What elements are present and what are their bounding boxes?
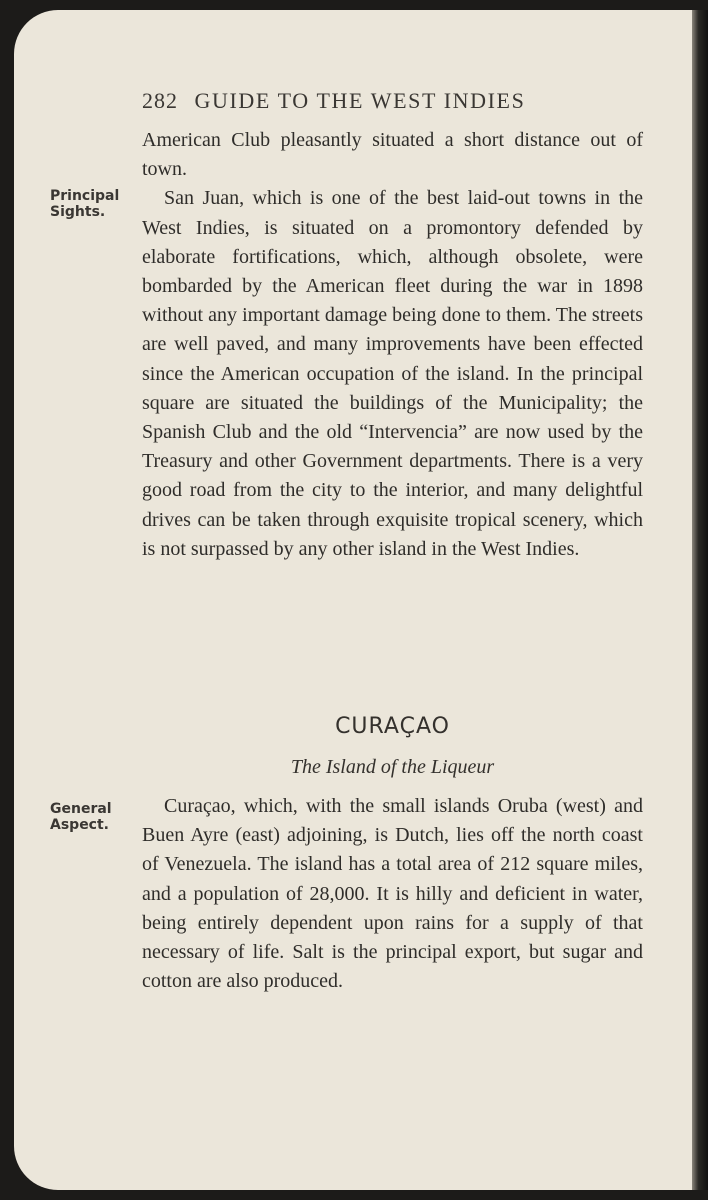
book-spine [692,10,708,1190]
body-text-lower [142,792,643,996]
margin-note-line: General [50,801,112,817]
page-header [142,88,525,114]
margin-note-principal-sights [50,188,119,220]
page-number: 282 [142,88,178,113]
san-juan-paragraph: San Juan, which is one of the best laid-out towns in the West Indies, is situated on a promontory defended by elaborate fortifications, which, although obsolete, were bombarded by the American fleet during the war in 1898 without any important damage being done to them. The streets are well paved, and many improvements have been effected since the American occupation of the island. In the principal square are situated the buildings of the Municipality; the Spanish Club and the old “Intervencia” are now used by the Treasury and other Government departments. There is a very good road from the city to the interior, and many delightful drives can be taken through exquisite tropical scenery, which is not surpassed by any other island in the West Indies. [142,187,643,560]
section-title: CURAÇAO [335,714,450,739]
body-text-upper [142,126,643,564]
margin-note-line: Principal [50,188,120,204]
margin-note-line: Sights. [50,204,106,220]
continuation-paragraph: American Club pleasantly situated a short distance out of town. [142,129,643,181]
margin-note-general-aspect [50,801,112,833]
curacao-paragraph: Curaçao, which, with the small islands Oruba (west) and Buen Ayre (east) adjoining, is Dutch, lies off the north coast of Venezuela. The island has a total area of 212 square miles, and a population of 28,000. It is hilly and deficient in water, being entirely dependent upon rains for a supply of that necessary of life. Salt is the principal export, but sugar and cotton are also produced. [142,795,643,993]
section-subtitle: The Island of the Liqueur [290,756,495,778]
running-title: GUIDE TO THE WEST INDIES [194,88,526,113]
margin-note-line: Aspect. [50,817,109,833]
